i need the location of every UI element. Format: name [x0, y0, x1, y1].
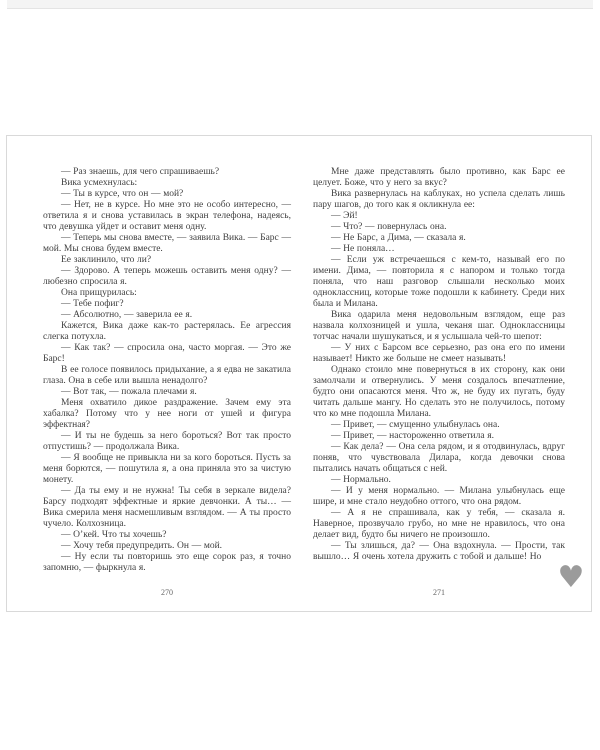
paragraph: Она прищурилась: — [61, 288, 137, 298]
paragraph: — Здорово. А теперь можешь оставить меня одну? — любезно спросила я. — [43, 266, 291, 287]
paragraph: Мне даже представлять было противно, как Барс ее целует. Боже, что у него за вкус? — [313, 167, 565, 188]
paragraph: — Ты злишься, да? — Она вздохнула. — Прости, так вышло… Я очень хотела дружить с тобой и дальше! Но — [313, 541, 565, 562]
paragraph: Меня охватило дикое раздражение. Зачем ему эта хабалка? Потому что у нее ноги от ушей и фигура эффектная? — [43, 398, 291, 430]
paragraph: — Абсолютно, — заверила ее я. — [61, 310, 193, 320]
paragraph: — Да ты ему и не нужна! Ты себя в зеркале видела? Барсу подходят эффектные и яркие девчонки. А ты… — Вика смерила меня насмешливым взглядом. — А ты просто чучело. Колхозница. — [43, 486, 291, 529]
paragraph: — Не поняла… — [331, 244, 395, 254]
paragraph: — Вот так, — пожала плечами я. — [61, 387, 197, 397]
right-page-number: 271 — [433, 588, 445, 597]
paragraph: — Что? — повернулась она. — [331, 222, 447, 232]
paragraph: — Ты в курсе, что он — мой? — [61, 189, 184, 199]
paragraph: — Раз знаешь, для чего спрашиваешь? — [61, 167, 220, 177]
left-page-number: 270 — [161, 588, 173, 597]
paragraph: Кажется, Вика даже как-то растерялась. Ее агрессия слегка потухла. — [43, 321, 291, 342]
right-page-text — [313, 167, 565, 563]
paragraph: Вика усмехнулась: — [61, 178, 138, 188]
heart-icon[interactable]: ♥ — [557, 560, 585, 595]
paragraph: — Как дела? — Она села рядом, и я отодвинулась, вдруг поняв, что чувствовала Дилара, когда девочки снова пытались начать общаться с ней. — [313, 442, 565, 474]
paragraph: — О’кей. Что ты хочешь? — [61, 530, 167, 540]
paragraph: В ее голосе появилось придыхание, а я едва не закатила глаза. Она в себе или вышла ненадолго? — [43, 365, 291, 386]
paragraph: Вика одарила меня недовольным взглядом, еще раз назвала колхозницей и ушла, чеканя шаг. Одноклассницы тотчас начали шушукаться, и я услышала чей-то шепот: — [313, 310, 565, 342]
paragraph: — Нормально. — [331, 475, 391, 485]
paragraph: — Привет, — смущенно улыбнулась она. — [331, 420, 500, 430]
book-spread — [6, 135, 592, 612]
paragraph: — И у меня нормально. — Милана улыбнулась еще шире, и мне стало неудобно оттого, что она рядом. — [313, 486, 565, 507]
paragraph: — Теперь мы снова вместе, — заявила Вика. — Барс — мой. Мы снова будем вместе. — [43, 233, 291, 254]
paragraph: — Привет, — настороженно ответила я. — [331, 431, 495, 441]
paragraph: Однако стоило мне повернуться в их сторону, как они замолчали и отвернулись. У меня создалось впечатление, будто они опасаются меня. Что ж, не буду их пугать, буду читать дальше мангу. Но сделать это не получилось, потому что ко мне подошла Милана. — [313, 365, 565, 419]
paragraph: Вика развернулась на каблуках, но успела сделать лишь пару шагов, до того как я окликнула ее: — [313, 189, 565, 210]
paragraph: — Тебе пофиг? — [61, 299, 124, 309]
paragraph: — А я не спрашивала, как у тебя, — сказала я. Наверное, прозвучало грубо, но мне не нравилось, что она делает вид, будто бы ничего не произошло. — [313, 508, 565, 540]
left-page-text — [43, 167, 291, 574]
paragraph: — Эй! — [331, 211, 358, 221]
paragraph: — Если уж встречаешься с кем-то, называй его по имени. Дима, — повторила я с напором и только тогда поняла, что наш разговор слышали несколько моих одноклассниц, которые тоже подошли к кабинету. Среди них была и Милана. — [313, 255, 565, 309]
paragraph: — Хочу тебя предупредить. Он — мой. — [61, 541, 223, 551]
paragraph: — У них с Барсом все серьезно, раз она его по имени называет! Никто же больше не смеет называть! — [313, 343, 565, 364]
previous-spread-bottom-edge — [7, 0, 593, 9]
paragraph: — Не Барс, а Дима, — сказала я. — [331, 233, 466, 243]
paragraph: — Ну если ты повторишь это еще сорок раз, я точно запомню, — фыркнула я. — [43, 552, 291, 573]
paragraph: — И ты не будешь за него бороться? Вот так просто отпустишь? — продолжала Вика. — [43, 431, 291, 452]
paragraph: — Как так? — спросила она, часто моргая. — Это же Барс! — [43, 343, 291, 364]
paragraph: — Я вообще не привыкла ни за кого бороться. Пусть за меня борются, — пошутила я, а она приняла это за чистую монету. — [43, 453, 291, 485]
paragraph: Ее заклинило, что ли? — [61, 255, 152, 265]
paragraph: — Нет, не в курсе. Но мне это не особо интересно, — ответила я и снова уставилась в экран телефона, надеясь, что девушка уйдет и оставит меня одну. — [43, 200, 291, 232]
